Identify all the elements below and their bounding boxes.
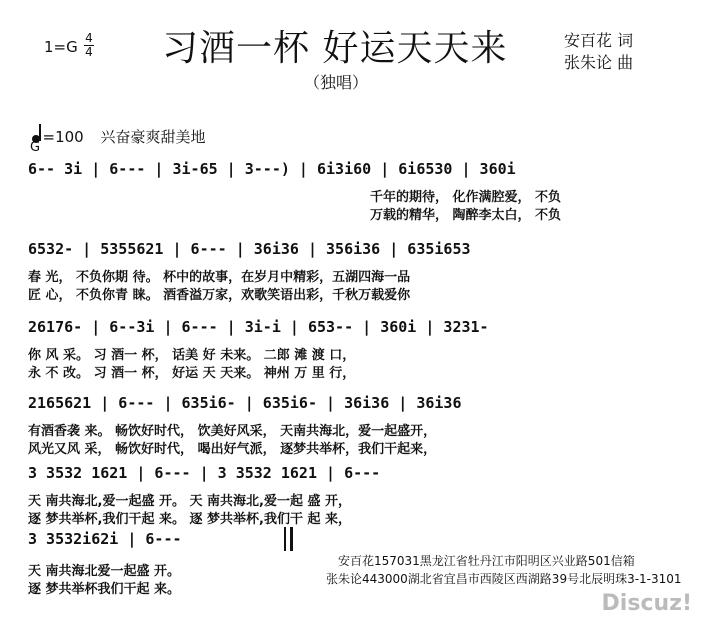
lyricist-credit: 安百花 词: [564, 31, 634, 50]
score-row-4-notes: 2165621 | 6--- | 635i6- | 635i6- | 36i36 | 36i36: [28, 394, 462, 412]
tempo-value: =100: [42, 128, 84, 146]
final-barline-thin: [284, 527, 286, 551]
composer-credit: 张朱论 曲: [564, 53, 634, 72]
score-row-2-lyric-1: 春 光， 不负你期 待。 杯中的故事，在岁月中精彩，五湖四海一品: [28, 270, 411, 285]
time-signature: [84, 32, 94, 59]
watermark-logo: Discuz!: [601, 591, 692, 616]
song-title: 习酒一杯 好运天天来: [162, 28, 508, 69]
score-row-2-lyric-2: 匠 心， 不负你青 睐。 酒香溢万家，欢歌笑语出彩，千秋万载爱你: [28, 288, 411, 303]
score-row-5-lyric-1: 天 南共海北,爱一起盛 开。 天 南共海北,爱一起 盛 开，: [28, 494, 352, 509]
tempo-mood: 兴奋豪爽甜美地: [100, 128, 206, 146]
footer-address-1: 安百花157031黑龙江省牡丹江市阳明区兴业路501信箱: [338, 554, 635, 568]
song-subtitle: （独唱）: [304, 73, 369, 92]
score-row-3-notes: 26176- | 6--3i | 6--- | 3i-i | 653-- | 360i | 3231-: [28, 318, 489, 336]
score-row-1-lyric-2: 万载的精华， 陶醉李太白， 不负: [370, 208, 562, 223]
score-row-1-lyric-1: 千年的期待， 化作满腔爱， 不负: [370, 190, 562, 205]
time-signature-top: 4: [85, 31, 93, 45]
footer-address-2: 张朱论443000湖北省宜昌市西陵区西湖路39号北辰明珠3-1-3101: [326, 572, 682, 586]
note-stem-icon: [39, 124, 41, 141]
time-signature-bottom: 4: [85, 45, 93, 59]
score-row-5-notes: 3 3532 1621 | 6--- | 3 3532 1621 | 6---: [28, 464, 381, 482]
final-barline-thick: [290, 527, 293, 551]
key-signature: 1=G: [44, 38, 78, 56]
score-row-3-lyric-1: 你 风 采。 习 酒一 杯， 话美 好 未来。 二郎 滩 渡 口，: [28, 348, 356, 363]
score-row-6-lyric-2: 逐 梦共举杯我们干起 来。: [28, 582, 181, 597]
score-row-4-lyric-1: 有酒香袭 来。 畅饮好时代， 饮美好风采， 天南共海北，爱一起盛开，: [28, 424, 437, 439]
score-row-4-lyric-2: 风光又风 采， 畅饮好时代， 喝出好气派， 逐梦共举杯，我们干起来，: [28, 442, 437, 457]
score-row-5-lyric-2: 逐 梦共举杯,我们干起 来。 逐 梦共举杯,我们干 起 来，: [28, 512, 352, 527]
score-row-1-notes: 6-- 3i | 6--- | 3i-65 | 3---) | 6i3i60 | 6i6530 | 360i: [28, 160, 516, 178]
g-mark: G: [30, 140, 41, 155]
score-row-3-lyric-2: 永 不 改。 习 酒一 杯， 好运 天 天来。 神州 万 里 行，: [28, 366, 356, 381]
score-row-6-notes: 3 3532i62i | 6---: [28, 530, 182, 548]
tempo-marking: [32, 124, 206, 147]
score-row-6-lyric-1: 天 南共海北爱一起盛 开。: [28, 564, 181, 579]
score-row-2-notes: 6532- | 5355621 | 6--- | 36i36 | 356i36 | 635i653: [28, 240, 471, 258]
